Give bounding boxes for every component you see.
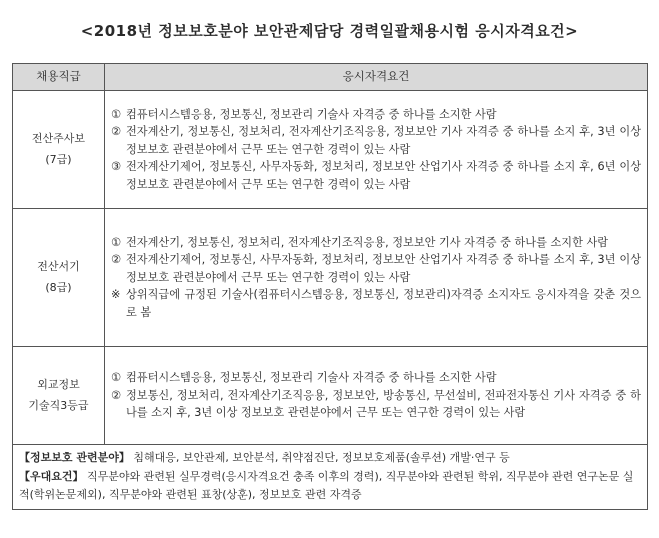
item-mark: ②: [111, 253, 122, 267]
item-mark: ①: [111, 371, 122, 385]
item-text: 상위직급에 규정된 기술사(컴퓨터시스템응용, 정보통신, 정보관리)자격증 소지자도 응시자격을 갖춘 것으로 봄: [126, 288, 641, 319]
requirement-item: [111, 369, 641, 386]
note-key: 【우대요건】: [19, 469, 84, 483]
note-line: [19, 468, 641, 505]
item-text: 전자계산기제어, 정보통신, 사무자동화, 정보처리, 정보보안 산업기사 자격증 중 하나를 소지 후, 6년 이상 정보보호 관련분야에서 근무 또는 연구한 경력이 있는 사람: [126, 160, 641, 191]
position-cell: [13, 209, 105, 347]
item-mark: ②: [111, 125, 122, 139]
note-text: 직무분야와 관련된 실무경력(응시자격요건 충족 이후의 경력), 직무분야와 관련된 학위, 직무분야 관련 연구논문 실적(학위논문제외), 직무분야와 관련된 표창(상훈), 정보보호 관련 자격증: [19, 469, 634, 502]
table-row: [13, 347, 648, 445]
item-text: 컴퓨터시스템응용, 정보통신, 정보관리 기술사 자격증 중 하나를 소지한 사람: [126, 108, 497, 122]
requirement-item: [111, 123, 641, 158]
table-row: [13, 209, 648, 347]
requirements-cell: [105, 209, 648, 347]
requirement-item: [111, 387, 641, 422]
requirement-item: [111, 106, 641, 123]
position-name: 전산주사보: [31, 131, 86, 145]
requirement-item: [111, 234, 641, 251]
item-mark: ①: [111, 108, 122, 122]
header-position: 채용직급: [13, 64, 105, 91]
item-text: 정보통신, 정보처리, 전자계산기조직응용, 정보보안, 방송통신, 무선설비, 전파전자통신 기사 자격증 중 하나를 소지 후, 3년 이상 정보보호 관련분야에서 근무 또는 연구한 경력이 있는 사람: [126, 388, 641, 420]
note-key: 【정보보호 관련분야】: [19, 451, 130, 464]
position-grade: (7급): [45, 152, 72, 166]
item-mark: ※: [111, 288, 121, 302]
item-text: 전자계산기, 정보통신, 정보처리, 전자계산기조직응용, 정보보안 기사 자격증 중 하나를 소지 후, 3년 이상 정보보호 관련분야에서 근무 또는 연구한 경력이 있는 사람: [126, 125, 641, 156]
notes-row: [13, 445, 648, 510]
requirement-item: [111, 251, 641, 286]
item-mark: ①: [111, 236, 122, 250]
table-row: [13, 91, 648, 209]
requirement-item: [111, 286, 641, 321]
note-text: 침해대응, 보안관제, 보안분석, 취약점진단, 정보보호제품(솔루션) 개발·연구 등: [133, 451, 510, 464]
notes-cell: [13, 445, 648, 510]
item-text: 전자계산기제어, 정보통신, 사무자동화, 정보처리, 정보보안 산업기사 자격증 중 하나를 소지 후, 3년 이상 정보보호 관련분야에서 근무 또는 연구한 경력이 있는 사람: [126, 253, 641, 284]
position-name: 외교정보: [37, 377, 80, 391]
item-mark: ②: [111, 388, 122, 402]
item-text: 컴퓨터시스템응용, 정보통신, 정보관리 기술사 자격증 중 하나를 소지한 사람: [126, 371, 497, 385]
table-header-row: [13, 64, 648, 91]
position-name: 전산서기: [37, 259, 80, 273]
requirements-cell: [105, 347, 648, 445]
position-grade: 기술직3등급: [28, 398, 89, 412]
item-text: 전자계산기, 정보통신, 정보처리, 전자계산기조직응용, 정보보안 기사 자격증 중 하나를 소지한 사람: [126, 236, 609, 250]
note-line: [19, 449, 641, 468]
requirement-item: [111, 158, 641, 193]
requirements-cell: [105, 91, 648, 209]
item-mark: ③: [111, 160, 122, 174]
document-title: <2018년 정보보호분야 보안관제담당 경력일괄채용시험 응시자격요건>: [80, 22, 579, 40]
position-grade: (8급): [45, 280, 72, 294]
requirements-table: [12, 63, 648, 510]
position-cell: [13, 91, 105, 209]
position-cell: [13, 347, 105, 445]
header-requirements: 응시자격요건: [105, 64, 648, 91]
